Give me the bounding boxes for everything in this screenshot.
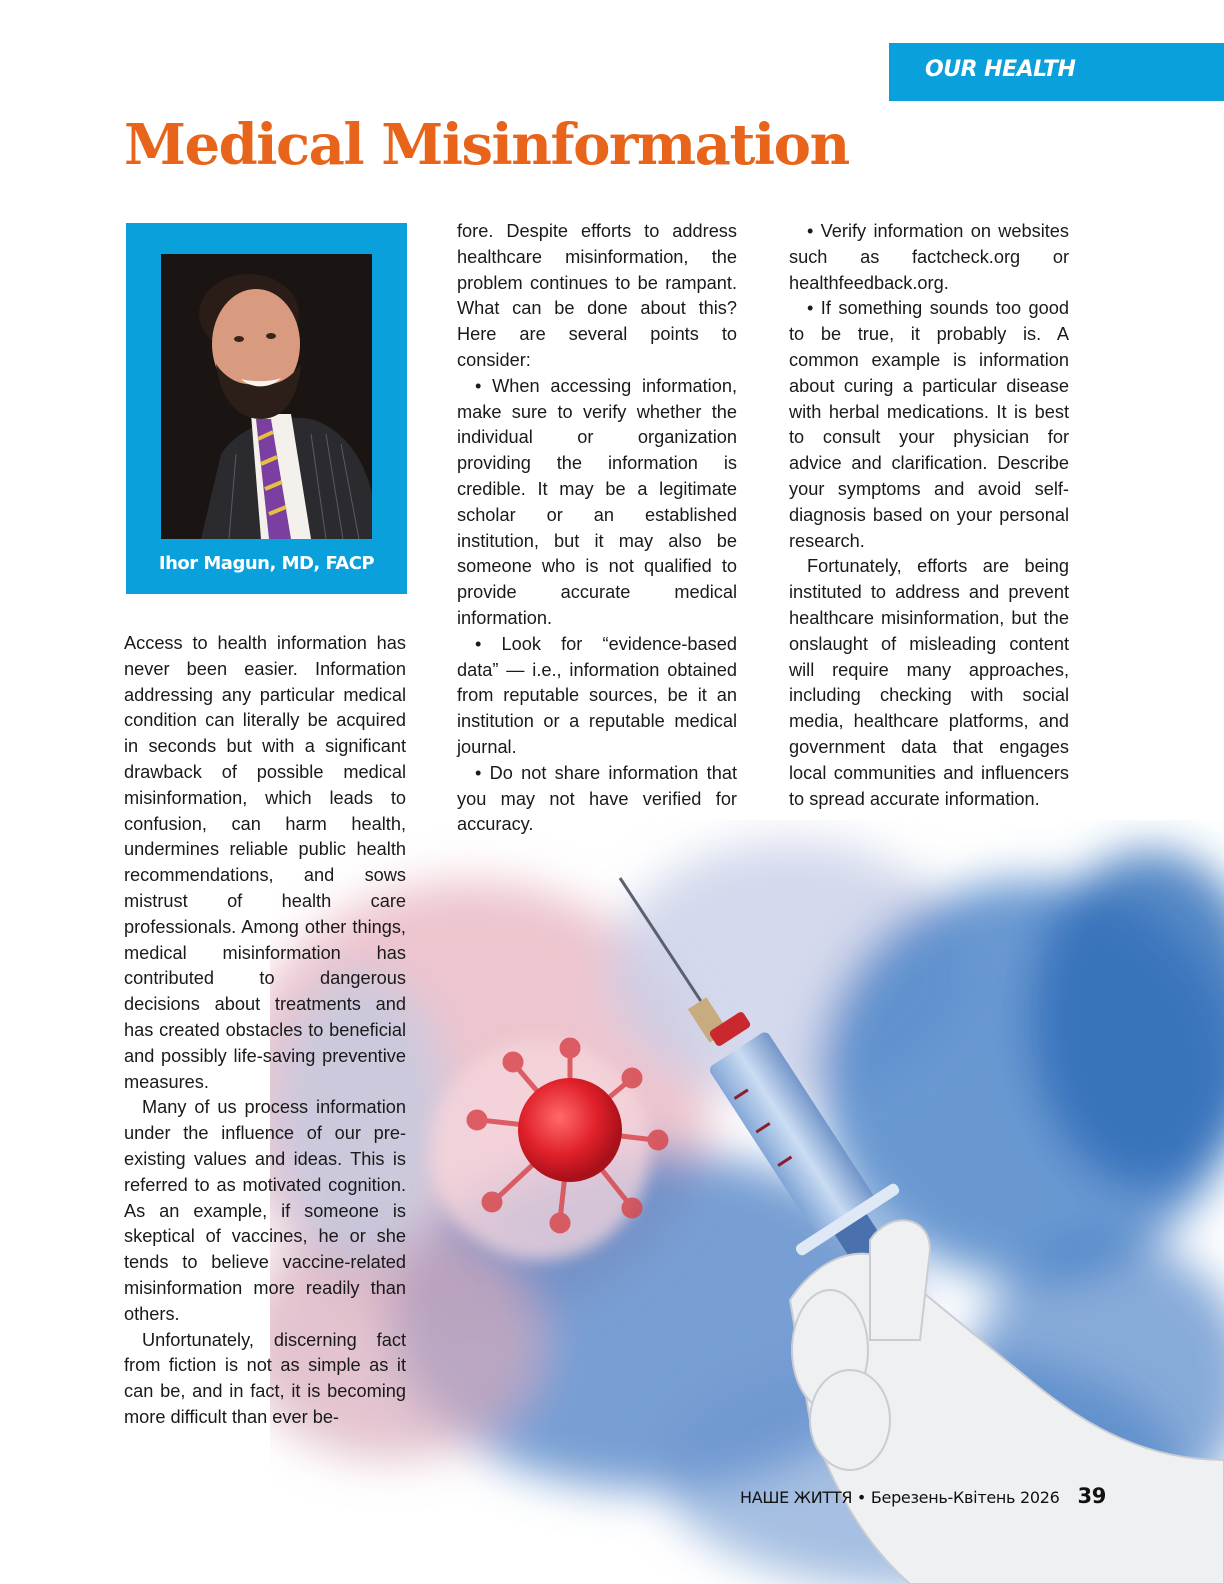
syringe-virus-illustration: [270, 820, 1224, 1584]
paragraph: Access to health information has never been easier. Information addressing any particular medical condition can literally be acquired in seconds but with a significant drawback of possible medical misinformation, which leads to confusion, can harm health, undermines reliable public health recommendations, and sows mistrust of health care professionals. Among other things, medical misinformation has contributed to dangerous decisions about treatments and has created obstacles to beneficial and possibly life-saving preventive measures.: [124, 633, 406, 1092]
author-name: Ihor Magun, MD, FACP: [158, 553, 375, 574]
author-box: [126, 223, 407, 594]
author-photo: [161, 254, 372, 539]
paragraph: Fortunately, efforts are being instituted to address and prevent healthcare misinformation, but the onslaught of misleading content will require many approaches, including checking with social media, healthcare platforms, and government data that engages local communities and influencers to spread accurate information.: [789, 556, 1069, 809]
bullet-point: • When accessing information, make sure to verify whether the individual or organization providing the information is credible. It may be a legitimate scholar or an established institution, but it may also be someone who is not qualified to provide accurate medical information.: [457, 375, 737, 628]
bullet-point: • Do not share information that you may not have verified for accuracy.: [457, 762, 737, 835]
publication-info: НАШЕ ЖИТТЯ • Березень-Квітень 2026: [740, 1488, 1060, 1507]
article-column-1: [124, 631, 406, 1431]
paragraph: fore. Despite efforts to address healthcare misinformation, the problem continues to be rampant. What can be done about this? Here are several points to consider:: [457, 221, 737, 370]
article-title: Medical Misinformation: [124, 112, 849, 178]
page-number: 39: [1077, 1484, 1107, 1508]
section-tag: [889, 43, 1224, 101]
section-label: OUR HEALTH: [925, 57, 1076, 82]
bullet-point: • If something sounds too good to be true, it probably is. A common example is information about curing a particular disease with herbal medications. It is best to consult your physician for advice and clarification. Describe your symptoms and avoid self-diagnosis based on your personal research.: [789, 298, 1069, 551]
article-column-3: [789, 219, 1069, 812]
bullet-point: • Verify information on websites such as factcheck.org or healthfeedback.org.: [789, 221, 1069, 293]
page-footer: [740, 1484, 1106, 1508]
article-column-2: [457, 219, 737, 838]
paragraph: Unfortunately, discerning fact from fiction is not as simple as it can be, and in fact, it is becoming more difficult than ever be-: [124, 1329, 406, 1427]
paragraph: Many of us process information under the influence of our pre-existing values and ideas. This is referred to as motivated cognition. As an example, if someone is skeptical of vaccines, he or she tends to believe vaccine-related misinformation more readily than others.: [124, 1097, 406, 1324]
bullet-point: • Look for “evidence-based data” — i.e., information obtained from reputable sources, be it an institution or a reputable medical journal.: [457, 633, 737, 757]
